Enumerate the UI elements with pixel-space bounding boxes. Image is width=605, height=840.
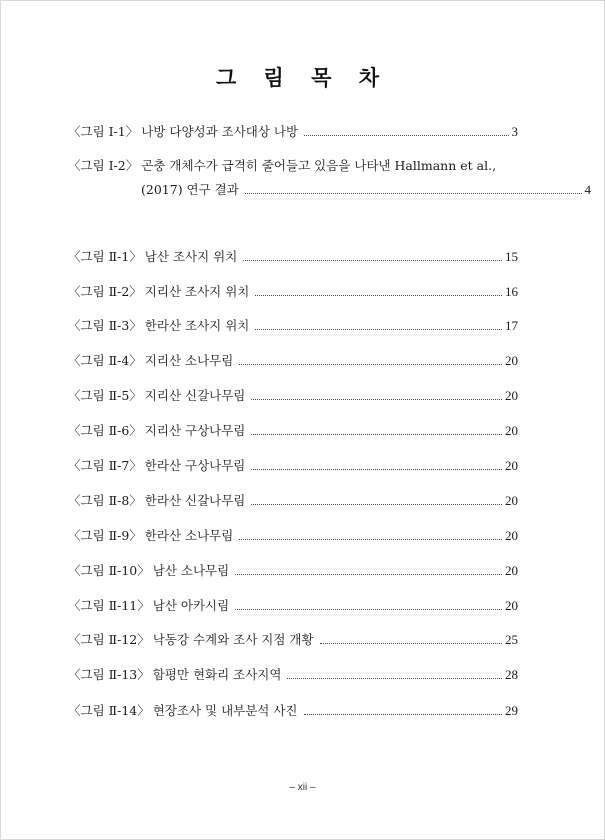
page-number: 17 [505, 318, 518, 333]
dot-leader [251, 434, 502, 435]
page-number: 28 [505, 667, 518, 682]
toc-entry[interactable] [68, 284, 518, 300]
toc-entry[interactable] [68, 353, 518, 369]
figure-caption: 남산 소나무림 [152, 563, 230, 578]
page-number: 20 [505, 563, 518, 578]
dot-leader [239, 364, 502, 365]
figure-caption: 한라산 소나무림 [144, 528, 234, 543]
figure-number: 〈그림 Ⅱ-5〉 [68, 388, 142, 403]
toc-entry[interactable] [68, 632, 518, 648]
dot-leader [239, 539, 502, 540]
figure-number: 〈그림 Ⅱ-8〉 [68, 493, 142, 508]
figure-caption: 한라산 신갈나무림 [144, 493, 246, 508]
figure-number: 〈그림 Ⅱ-6〉 [68, 423, 142, 438]
toc-entry[interactable] [68, 318, 518, 334]
toc-entry[interactable] [68, 124, 518, 140]
figure-number: 〈그림 Ⅰ-2〉 [68, 158, 139, 173]
dot-leader [251, 399, 502, 400]
dot-leader [304, 135, 508, 136]
figure-caption: 함평만 현화리 조사지역 [152, 667, 282, 682]
dot-leader [255, 329, 502, 330]
figure-caption: 지리산 소나무림 [144, 353, 234, 368]
toc-entry[interactable] [68, 667, 518, 683]
toc-entry[interactable] [68, 423, 518, 439]
page-number: 25 [505, 632, 518, 647]
figure-caption: 한라산 조사지 위치 [144, 318, 250, 333]
figure-number: 〈그림 Ⅱ-13〉 [68, 667, 150, 682]
figure-caption: 남산 조사지 위치 [144, 249, 238, 264]
page-number: 3 [511, 124, 518, 139]
figure-number: 〈그림 Ⅱ-4〉 [68, 353, 142, 368]
page-number: 29 [505, 703, 518, 718]
dot-leader [235, 574, 502, 575]
page-number: 20 [505, 388, 518, 403]
figure-number: 〈그림 Ⅱ-1〉 [68, 249, 142, 264]
figure-number: 〈그림 Ⅱ-9〉 [68, 528, 142, 543]
page-number: 16 [505, 284, 518, 299]
figure-number: 〈그림 Ⅱ-12〉 [68, 632, 150, 647]
figure-caption: 남산 아카시림 [152, 598, 230, 613]
page-number: 20 [505, 458, 518, 473]
toc-entry[interactable] [68, 493, 518, 509]
page-number: 20 [505, 493, 518, 508]
figure-caption: 곤충 개체수가 급격히 줄어들고 있음을 나타낸 Hallmann et al., [141, 158, 497, 173]
toc-entry[interactable] [68, 528, 518, 544]
toc-entry[interactable] [68, 598, 518, 614]
toc-entry[interactable] [68, 388, 518, 404]
toc-entry[interactable] [68, 458, 518, 474]
figure-caption: 낙동강 수계와 조사 지점 개황 [152, 632, 314, 647]
toc-entry[interactable] [68, 563, 518, 579]
page-title: 그 림 목 차 [215, 65, 390, 90]
figure-caption: 지리산 신갈나무림 [144, 388, 246, 403]
dot-leader [304, 714, 503, 715]
dot-leader [287, 678, 502, 679]
figure-caption-continued: (2017) 연구 결과 [141, 182, 239, 197]
figure-number: 〈그림 Ⅱ-2〉 [68, 284, 142, 299]
figure-caption: 지리산 조사지 위치 [144, 284, 250, 299]
toc-entry[interactable] [68, 158, 591, 198]
page-number: 20 [505, 598, 518, 613]
figure-caption: 현장조사 및 내부분석 사진 [152, 703, 298, 718]
toc-entry[interactable] [68, 703, 518, 719]
page-number: 20 [505, 423, 518, 438]
dot-leader [251, 469, 502, 470]
dot-leader [243, 260, 502, 261]
dot-leader [245, 193, 582, 194]
page-footer: – xii – [289, 782, 316, 793]
page-number: 20 [505, 353, 518, 368]
dot-leader [255, 295, 502, 296]
figure-number: 〈그림 Ⅰ-1〉 [68, 124, 139, 139]
page-number: 4 [584, 182, 591, 197]
figure-number: 〈그림 Ⅱ-7〉 [68, 458, 142, 473]
dot-leader [320, 643, 502, 644]
figure-number: 〈그림 Ⅱ-11〉 [68, 598, 150, 613]
page-number: 20 [505, 528, 518, 543]
figure-caption: 지리산 구상나무림 [144, 423, 246, 438]
figure-number: 〈그림 Ⅱ-14〉 [68, 703, 150, 718]
figure-number: 〈그림 Ⅱ-3〉 [68, 318, 142, 333]
toc-entry[interactable] [68, 249, 518, 265]
figure-caption: 나방 다양성과 조사대상 나방 [141, 124, 299, 139]
figure-number: 〈그림 Ⅱ-10〉 [68, 563, 150, 578]
page-number: 15 [505, 249, 518, 264]
figure-caption: 한라산 구상나무림 [144, 458, 246, 473]
dot-leader [251, 504, 502, 505]
dot-leader [235, 609, 502, 610]
